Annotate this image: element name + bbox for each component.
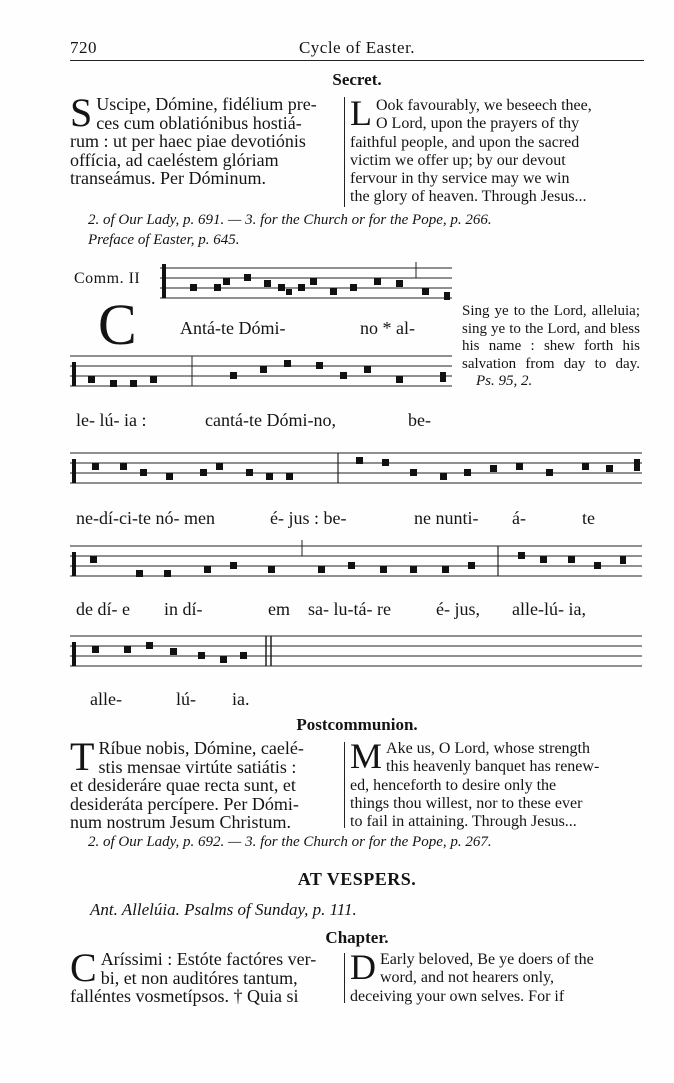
chant-staff bbox=[70, 540, 642, 590]
text-line: this heavenly banquet has renew- bbox=[386, 758, 600, 776]
drop-cap: C bbox=[70, 945, 97, 990]
chant-lyric: Antá-te Dómi- bbox=[180, 318, 286, 338]
text-line: deceiving your own selves. For if bbox=[350, 987, 565, 1005]
text-line: falléntes vosmetípsos. † Quia si bbox=[70, 986, 299, 1007]
chant-lyric: em bbox=[268, 599, 290, 619]
chant-lyric: cantá-te Dómi-no, bbox=[205, 410, 336, 430]
text-line: faithful people, and upon the sacred bbox=[350, 133, 580, 151]
chant-lyric: ne nunti- bbox=[414, 508, 479, 528]
text-line: the glory of heaven. Through Jesus... bbox=[350, 188, 587, 206]
text-line: fervour in thy service may we win bbox=[350, 170, 570, 188]
chapter-heading: Chapter. bbox=[325, 928, 389, 947]
text-line: Ríbue nobis, Dómine, caelé- bbox=[98, 738, 304, 758]
text-line: Ook favourably, we beseech thee, bbox=[376, 97, 592, 114]
text-line: Uscipe, Dómine, fidélium pre- bbox=[96, 94, 317, 114]
chant-lyric: be- bbox=[408, 410, 431, 430]
secret-heading: Secret. bbox=[332, 70, 382, 89]
secret-latin bbox=[70, 90, 338, 189]
chant-lyric: de dí- e bbox=[76, 599, 130, 619]
chant-lyric: alle-lú- ia, bbox=[512, 599, 586, 619]
running-title: Cycle of Easter. bbox=[298, 38, 416, 57]
chapter-latin bbox=[70, 945, 338, 1007]
page-number: 720 bbox=[70, 38, 97, 57]
chant-lyric: ne-dí-ci-te nó- men bbox=[76, 508, 215, 528]
chant-staff bbox=[70, 447, 642, 497]
secret-english bbox=[350, 93, 642, 207]
chant-staff bbox=[160, 262, 452, 317]
chant-lyric: é- jus, bbox=[436, 599, 480, 619]
drop-cap: S bbox=[70, 90, 93, 135]
text-line: Aríssimi : Estóte factóres ver- bbox=[100, 949, 317, 969]
chant-lyric: in dí- bbox=[164, 599, 203, 619]
chant-lyric: á- bbox=[512, 508, 526, 528]
text-line: offícia, ad caeléstem glóriam bbox=[70, 149, 279, 170]
chant-lyric: no * al- bbox=[360, 318, 415, 338]
drop-cap: L bbox=[350, 93, 372, 133]
text-line: desideráta percípere. Per Dómi- bbox=[70, 793, 299, 814]
chant-lyric: ia. bbox=[232, 689, 250, 709]
chant-staff bbox=[70, 630, 642, 680]
text-line: stis mensae virtúte satiátis : bbox=[98, 756, 297, 777]
column-divider bbox=[344, 97, 345, 207]
communion-translation bbox=[462, 303, 640, 391]
text-line: ed, henceforth to desire only the bbox=[350, 776, 557, 794]
chant-lyric: alle- bbox=[90, 689, 122, 709]
text-line: transeámus. Per Dóminum. bbox=[70, 168, 266, 189]
text-line: rum : ut per haec piae devotiónis bbox=[70, 131, 306, 152]
text-line: O Lord, upon the prayers of thy bbox=[376, 115, 580, 133]
drop-cap: T bbox=[70, 734, 95, 779]
text-line: bi, et non auditóres tantum, bbox=[100, 967, 298, 988]
postcommunion-heading: Postcommunion. bbox=[296, 715, 418, 734]
reference-line: 2. of Our Lady, p. 692. — 3. for the Church or for the Pope, p. 267. bbox=[88, 834, 492, 850]
drop-cap: M bbox=[350, 736, 383, 776]
chant-lyric: sa- lu-tá- re bbox=[308, 599, 391, 619]
running-header bbox=[70, 36, 644, 61]
reference-line: 2. of Our Lady, p. 691. — 3. for the Church or for the Pope, p. 266. bbox=[88, 212, 492, 228]
chant-staff bbox=[70, 350, 452, 405]
translation-text: Sing ye to the Lord, alleluia; sing ye to the Lord, and bless his name : shew forth his salvation from day to day. bbox=[462, 303, 640, 372]
chapter-english bbox=[350, 947, 642, 1006]
chant-initial: C bbox=[98, 292, 137, 357]
chant-lyric: lú- bbox=[176, 689, 196, 709]
column-divider bbox=[344, 953, 345, 1003]
reference-line: Preface of Easter, p. 645. bbox=[88, 232, 240, 248]
text-line: victim we offer up; by our devout bbox=[350, 151, 566, 169]
postcommunion-english bbox=[350, 736, 642, 831]
drop-cap: D bbox=[350, 947, 376, 987]
text-line: num nostrum Jesum Christum. bbox=[70, 812, 292, 833]
text-line: to fail in attaining. Through Jesus... bbox=[350, 813, 577, 831]
text-line: et desideráre quae recta sunt, et bbox=[70, 775, 296, 796]
chant-lyric: é- jus : be- bbox=[270, 508, 347, 528]
column-divider bbox=[344, 742, 345, 828]
text-line: ces cum oblatiónibus hostiá- bbox=[96, 112, 302, 133]
text-line: things thou willest, nor to these ever bbox=[350, 794, 583, 812]
chant-lyric: te bbox=[582, 508, 595, 528]
psalm-reference: Ps. 95, 2. bbox=[476, 373, 533, 390]
postcommunion-latin bbox=[70, 734, 338, 833]
chant-lyric: le- lú- ia : bbox=[76, 410, 147, 430]
text-line: Ake us, O Lord, whose strength bbox=[386, 740, 590, 757]
communion-label: Comm. II bbox=[74, 270, 141, 287]
antiphon-line: Ant. Allelúia. Psalms of Sunday, p. 111. bbox=[90, 900, 357, 919]
vespers-heading: AT VESPERS. bbox=[297, 869, 417, 889]
text-line: Early beloved, Be ye doers of the bbox=[380, 951, 594, 968]
text-line: word, and not hearers only, bbox=[380, 969, 555, 987]
